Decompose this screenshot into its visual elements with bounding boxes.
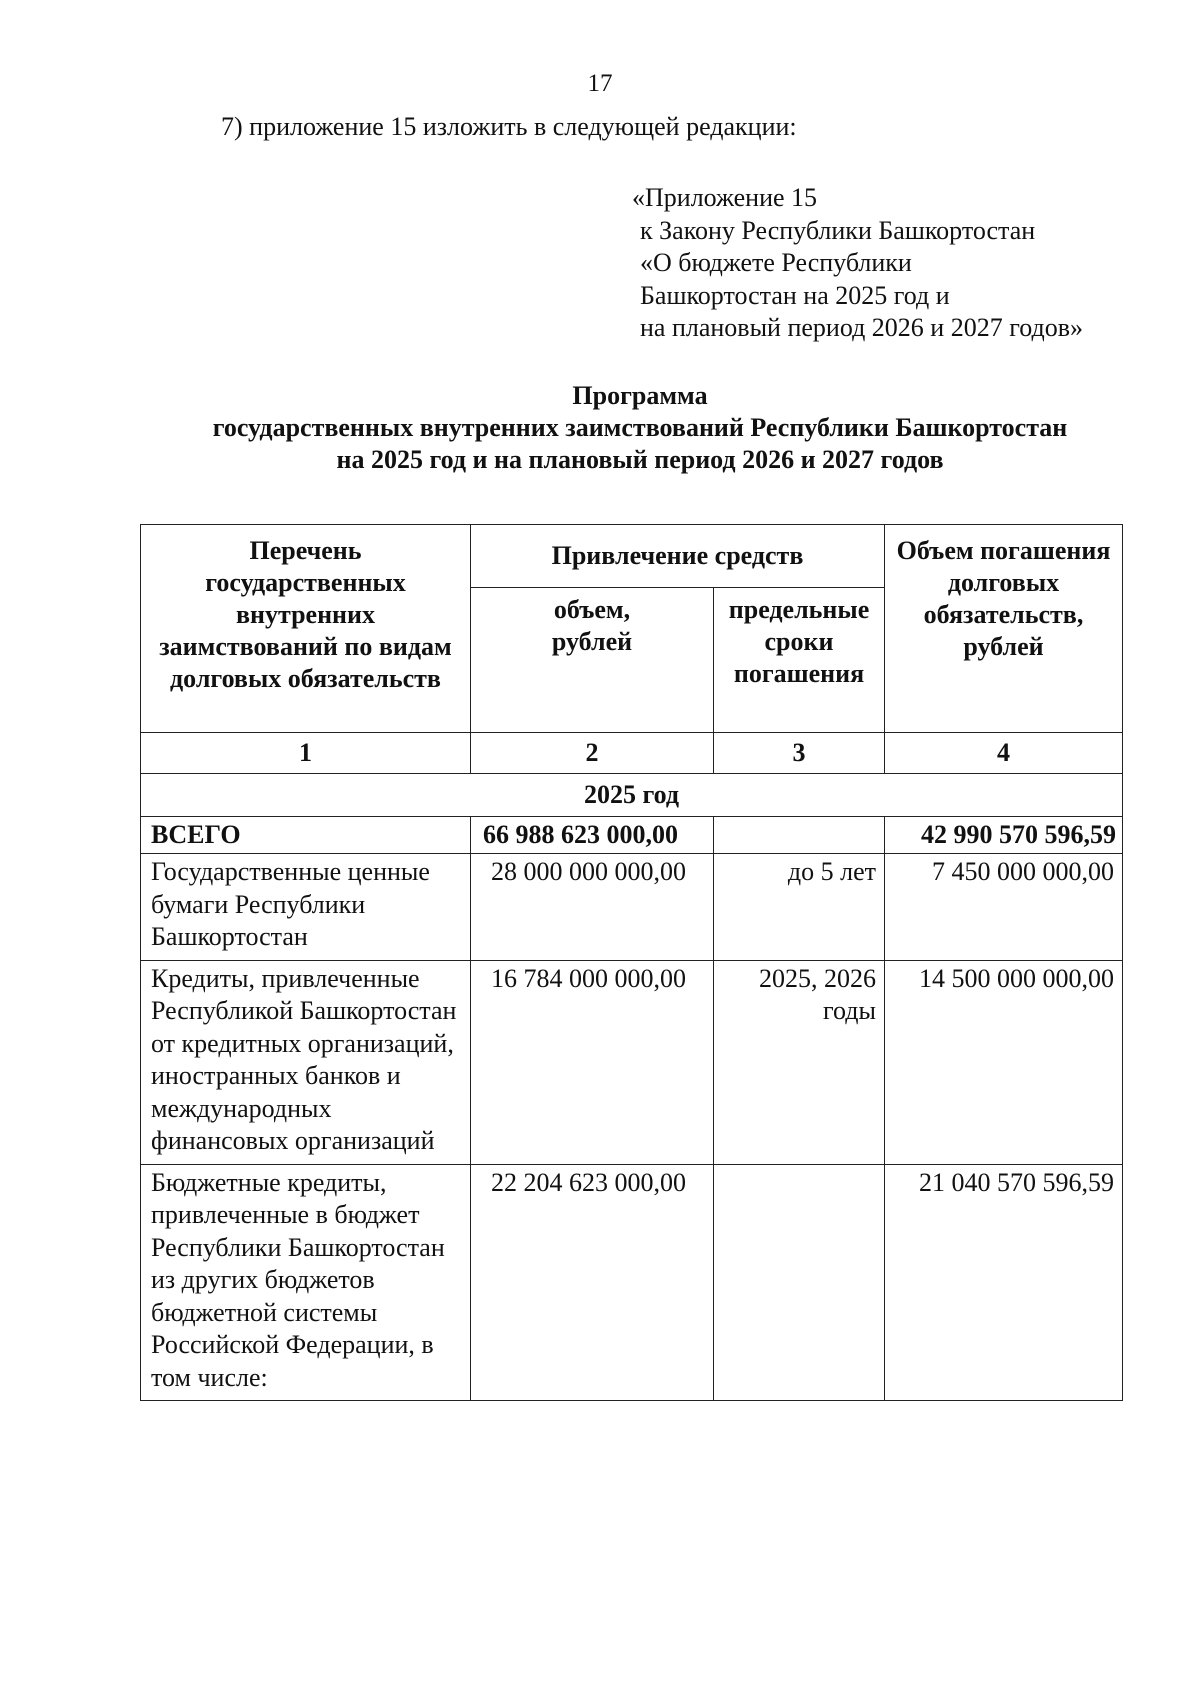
title-line: государственных внутренних заимствований Республики Башкортостан [212,413,1068,442]
row-name: Кредиты, привлеченные Республикой Башкортостан от кредитных организаций, иностранных банков и международных финансовых организаций [141,960,471,1164]
total-label: ВСЕГО [141,817,471,854]
header-raising-funds: Привлечение средств [471,525,885,588]
year-label: 2025 год [141,774,1123,817]
row-repayment: 21 040 570 596,59 [885,1164,1123,1401]
column-number: 2 [471,733,714,774]
title-line: Программа [572,381,708,410]
annex-line: на плановый период 2026 и 2027 годов» [640,313,1083,342]
row-term [714,1164,885,1401]
total-term [714,817,885,854]
intro-text: 7) приложение 15 изложить в следующей редакции: [221,112,797,141]
row-repayment: 7 450 000 000,00 [885,854,1123,961]
title-line: на 2025 год и на плановый период 2026 и 2027 годов [336,445,944,474]
column-number: 4 [885,733,1123,774]
borrowing-program-table [140,524,1123,1401]
column-number: 3 [714,733,885,774]
annex-line: «Приложение 15 [632,183,818,212]
header-borrowing-types: Перечень государственных внутренних заимствований по видам долговых обязательств [141,525,471,733]
table-row [141,960,1123,1164]
row-name: Бюджетные кредиты, привлеченные в бюджет Республики Башкортостан из других бюджетов бюджетной системы Российской Федерации, в том числе: [141,1164,471,1401]
header-repayment-terms: предельные сроки погашения [714,588,885,733]
annex-line: к Закону Республики Башкортостан [640,215,1036,245]
header-volume: объем, рублей [471,588,714,733]
page-number: 17 [587,70,613,97]
row-volume: 28 000 000 000,00 [471,854,714,961]
annex-header [632,182,1083,345]
document-title [150,380,1130,476]
row-term: 2025, 2026 годы [714,960,885,1164]
table-row [141,1164,1123,1401]
header-repayment-volume: Объем погашения долговых обязательств, рублей [885,525,1123,733]
annex-line: Башкортостан на 2025 год и [640,280,950,310]
row-name: Государственные ценные бумаги Республики Башкортостан [141,854,471,961]
row-term: до 5 лет [714,854,885,961]
table-row [141,854,1123,961]
total-repayment: 42 990 570 596,59 [885,817,1123,854]
annex-line: «О бюджете Республики [640,248,912,277]
total-volume: 66 988 623 000,00 [471,817,714,854]
total-row [141,817,1123,854]
row-volume: 16 784 000 000,00 [471,960,714,1164]
row-repayment: 14 500 000 000,00 [885,960,1123,1164]
row-volume: 22 204 623 000,00 [471,1164,714,1401]
column-number: 1 [141,733,471,774]
